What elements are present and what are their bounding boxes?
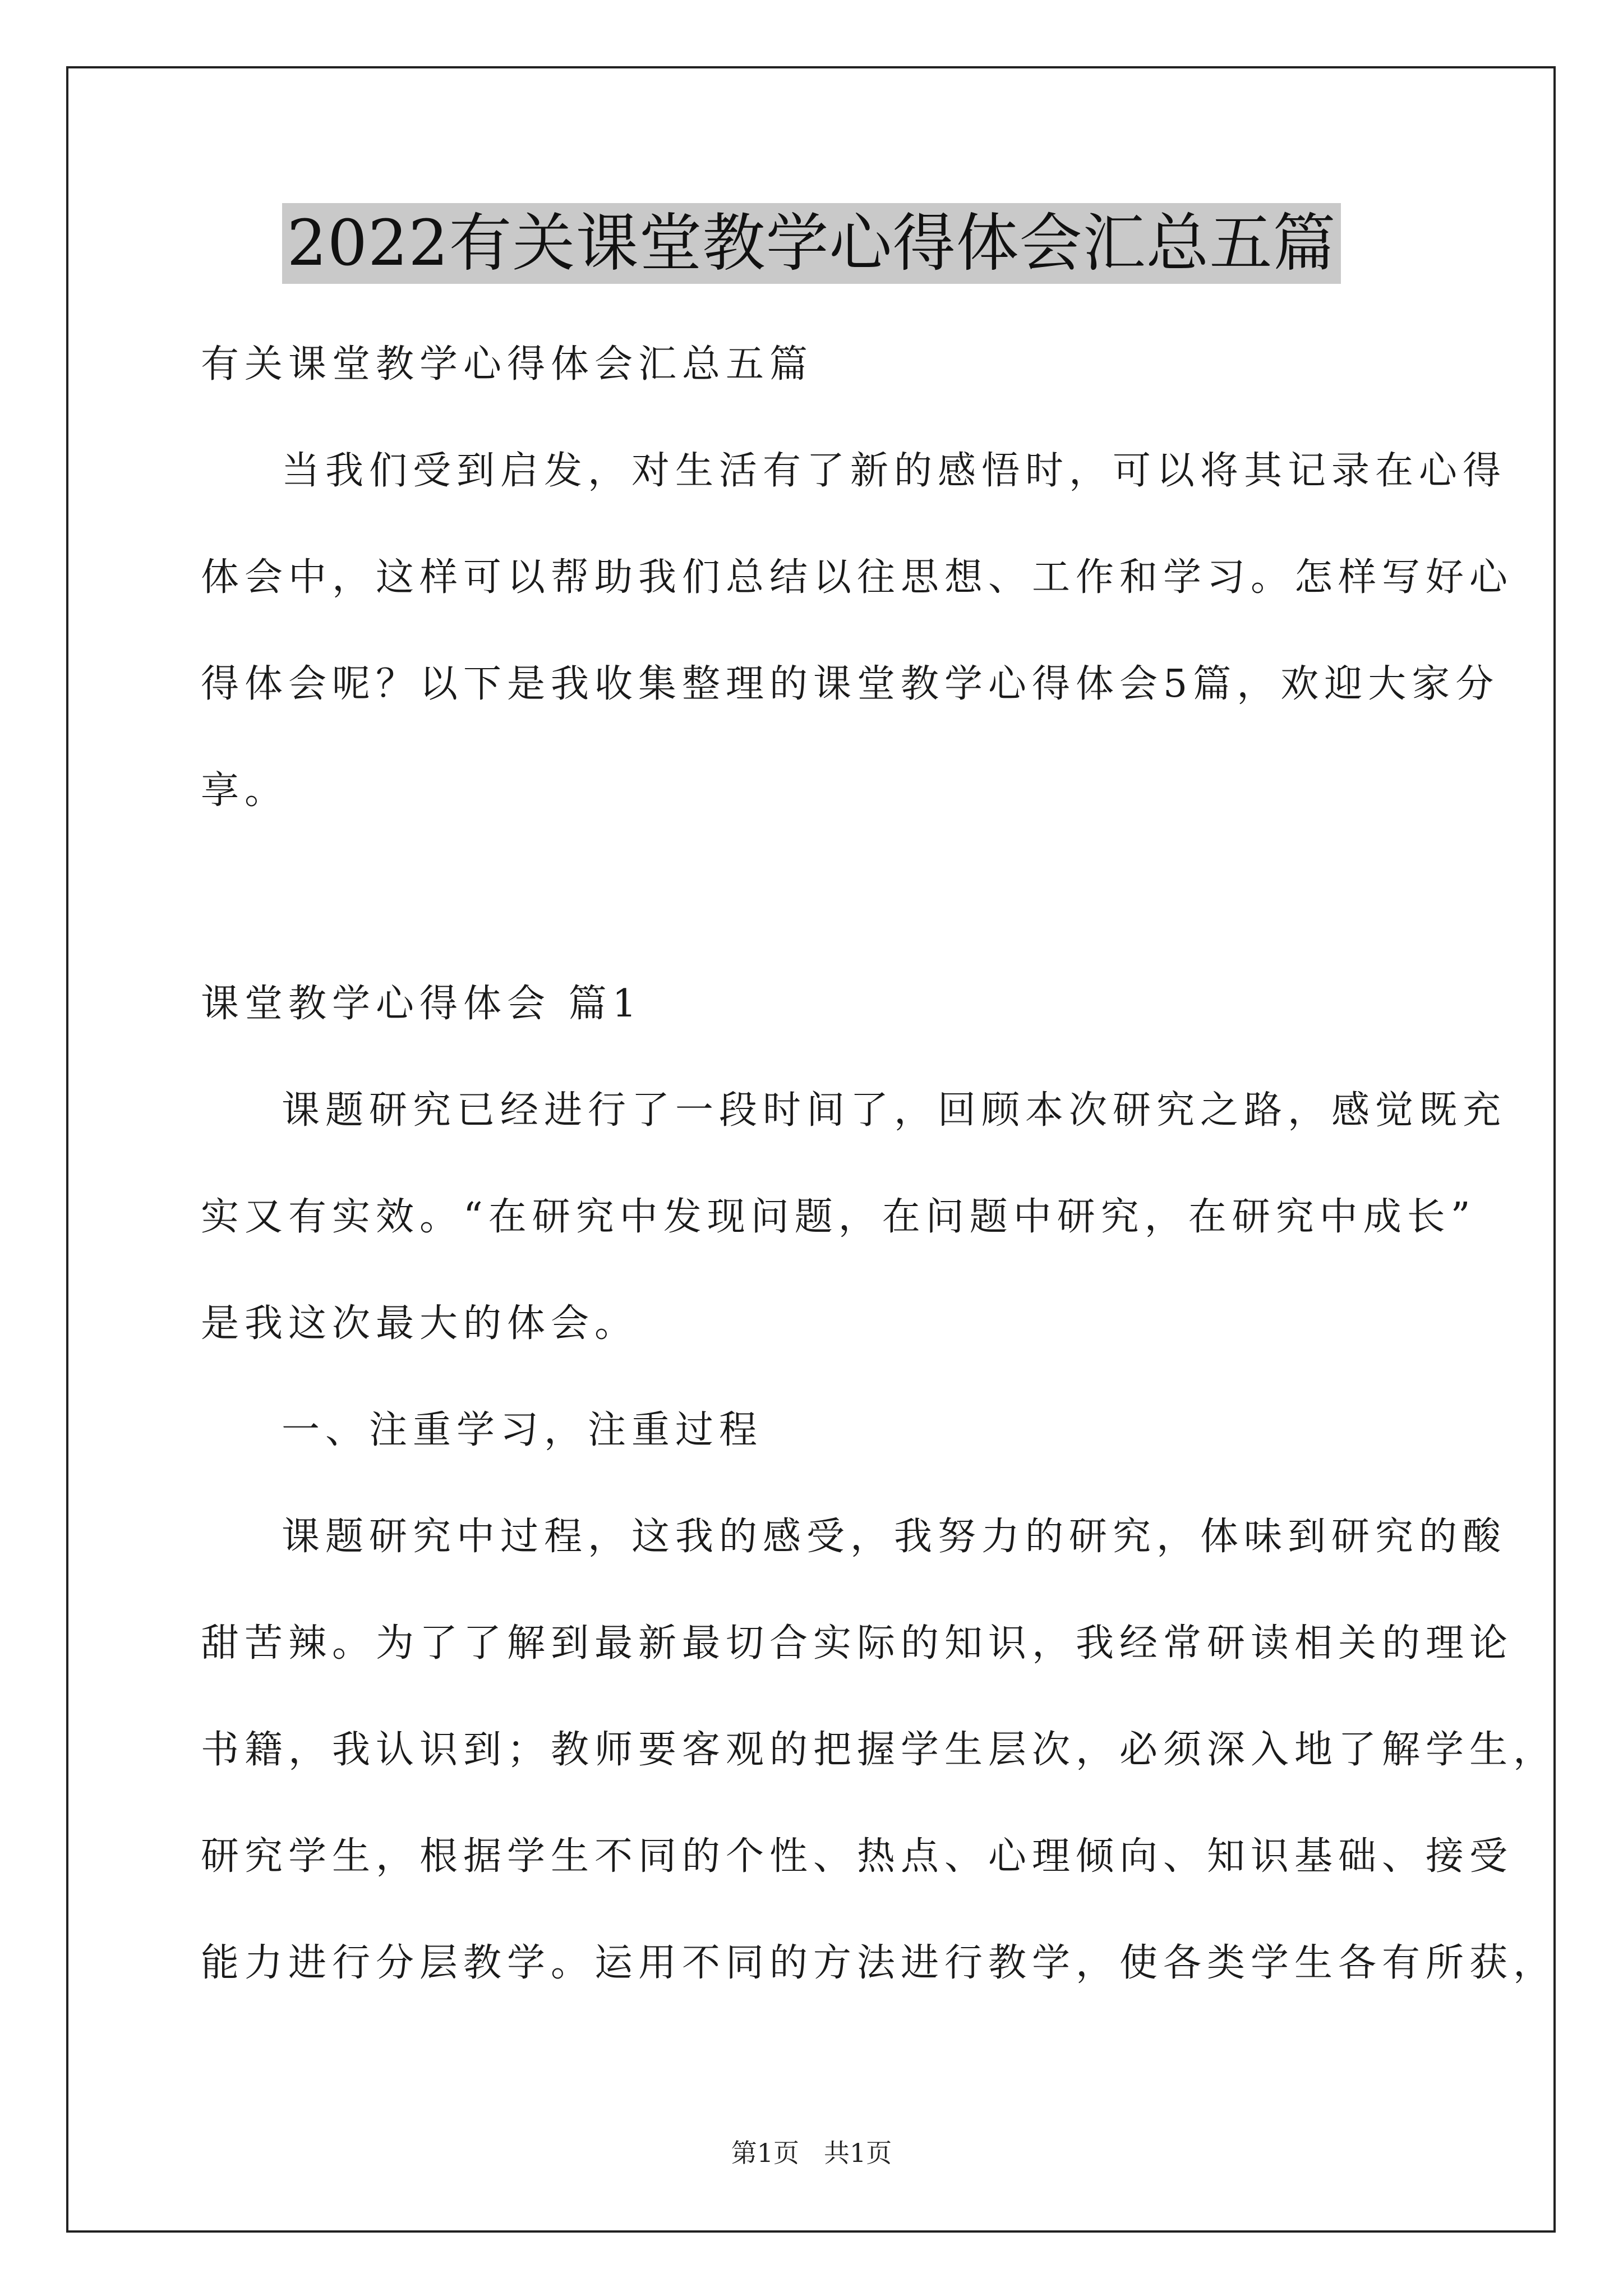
- paragraph-line: 当我们受到启发，对生活有了新的感悟时，可以将其记录在心得: [282, 449, 1507, 493]
- paragraph-line: 书籍，我认识到；教师要客观的把握学生层次，必须深入地了解学生，: [201, 1728, 1557, 1772]
- page-number-total: 共1页: [824, 2138, 892, 2168]
- paragraph-line: 研究学生，根据学生不同的个性、热点、心理倾向、知识基础、接受: [201, 1834, 1514, 1879]
- page-footer: [0, 2136, 1623, 2170]
- paragraph-line: 享。: [201, 769, 289, 813]
- document-body: [201, 311, 1557, 2017]
- paragraph-line: 得体会呢？以下是我收集整理的课堂教学心得体会5篇，欢迎大家分: [201, 662, 1500, 706]
- paragraph-line: 是我这次最大的体会。: [201, 1301, 639, 1346]
- paragraph-line: 甜苦辣。为了了解到最新最切合实际的知识，我经常研读相关的理论: [201, 1621, 1514, 1665]
- paragraph-line: 体会中，这样可以帮助我们总结以往思想、工作和学习。怎样写好心: [201, 555, 1514, 600]
- document-title: 2022有关课堂教学心得体会汇总五篇: [282, 203, 1340, 284]
- subtitle-line: 有关课堂教学心得体会汇总五篇: [201, 342, 814, 386]
- page-number-current: 第1页: [731, 2138, 799, 2168]
- paragraph-line: 课题研究中过程，这我的感受，我努力的研究，体味到研究的酸: [282, 1515, 1507, 1559]
- section-heading: 课堂教学心得体会 篇1: [201, 982, 642, 1026]
- paragraph-line: 课题研究已经进行了一段时间了，回顾本次研究之路，感觉既充: [282, 1088, 1507, 1133]
- paragraph-line: 实又有实效。“在研究中发现问题，在问题中研究，在研究中成长”: [201, 1195, 1476, 1239]
- title-container: [0, 203, 1623, 284]
- paragraph-line: 能力进行分层教学。运用不同的方法进行教学，使各类学生各有所获，: [201, 1941, 1557, 1985]
- subsection-heading: 一、注重学习，注重过程: [282, 1408, 763, 1452]
